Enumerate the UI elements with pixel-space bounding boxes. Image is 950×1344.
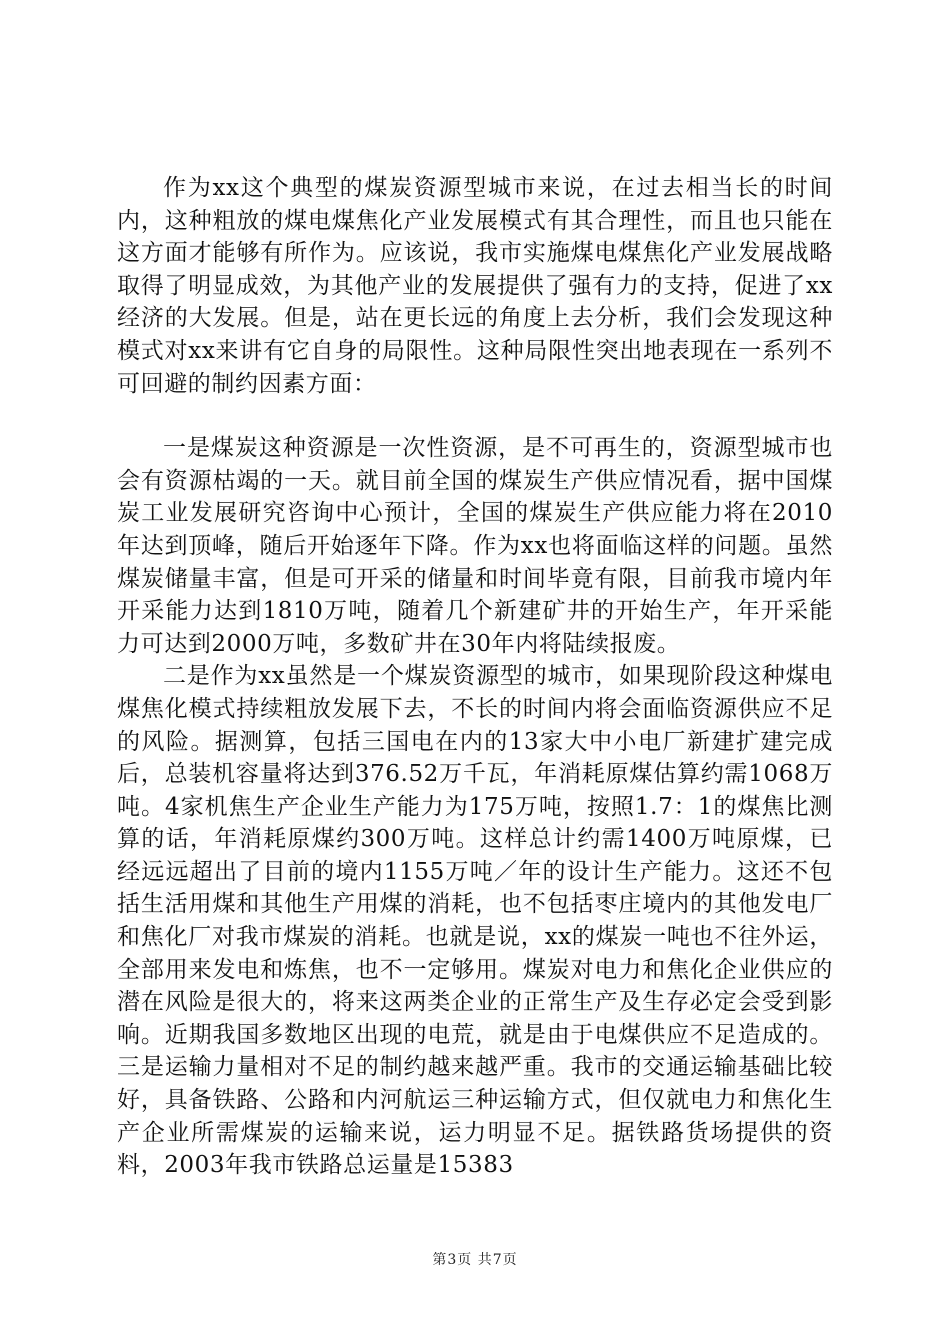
paragraph-point-two: 二是作为xx虽然是一个煤炭资源型的城市，如果现阶段这种煤电煤焦化模式持续粗放发展下去，不长的时间内将会面临资源供应不足的风险。据测算，包括三国电在内的13家大中小电厂新建扩建完成后，总装机容量将达到376.52万千瓦，年消耗原煤估算约需1068万吨。4家机焦生产企业生产能力为175万吨，按照1.7：1的煤焦比测算的话，年消耗原煤约300万吨。这样总计约需1400万吨原煤，已经远远超出了目前的境内1155万吨／年的设计生产能力。这还不包括生活用煤和其他生产用煤的消耗，也不包括枣庄境内的其他发电厂和焦化厂对我市煤炭的消耗。也就是说，xx的煤炭一吨也不往外运，全部用来发电和炼焦，也不一定够用。煤炭对电力和焦化企业供应的潜在风险是很大的，将来这两类企业的正常生产及生存必定会受到影响。近期我国多数地区出现的电荒，就是由于电煤供应不足造成的。三是运输力量相对不足的制约越来越严重。我市的交通运输基础比较好，具备铁路、公路和内河航运三种运输方式，但仅就电力和焦化生产企业所需煤炭的运输来说，运力明显不足。据铁路货场提供的资料，2003年我市铁路总运量是15383 bbox=[117, 663, 833, 1179]
page-footer: 第3页 共7页 bbox=[432, 1252, 518, 1268]
paragraph-gap bbox=[117, 400, 833, 432]
paragraph-point-one: 一是煤炭这种资源是一次性资源，是不可再生的，资源型城市也会有资源枯竭的一天。就目前全国的煤炭生产供应情况看，据中国煤炭工业发展研究咨询中心预计，全国的煤炭生产供应能力将在2010年达到顶峰，随后开始逐年下降。作为xx也将面临这样的问题。虽然煤炭储量丰富，但是可开采的储量和时间毕竟有限，目前我市境内年开采能力达到1810万吨，随着几个新建矿井的开始生产，年开采能力可达到2000万吨，多数矿井在30年内将陆续报废。 bbox=[117, 435, 833, 657]
paragraph-intro: 作为xx这个典型的煤炭资源型城市来说，在过去相当长的时间内，这种粗放的煤电煤焦化产业发展模式有其合理性，而且也只能在这方面才能够有所作为。应该说，我市实施煤电煤焦化产业发展战略取得了明显成效，为其他产业的发展提供了强有力的支持，促进了xx经济的大发展。但是，站在更长远的角度上去分析，我们会发现这种模式对xx来讲有它自身的局限性。这种局限性突出地表现在一系列不可回避的制约因素方面： bbox=[117, 175, 833, 397]
document-body bbox=[117, 172, 833, 1182]
